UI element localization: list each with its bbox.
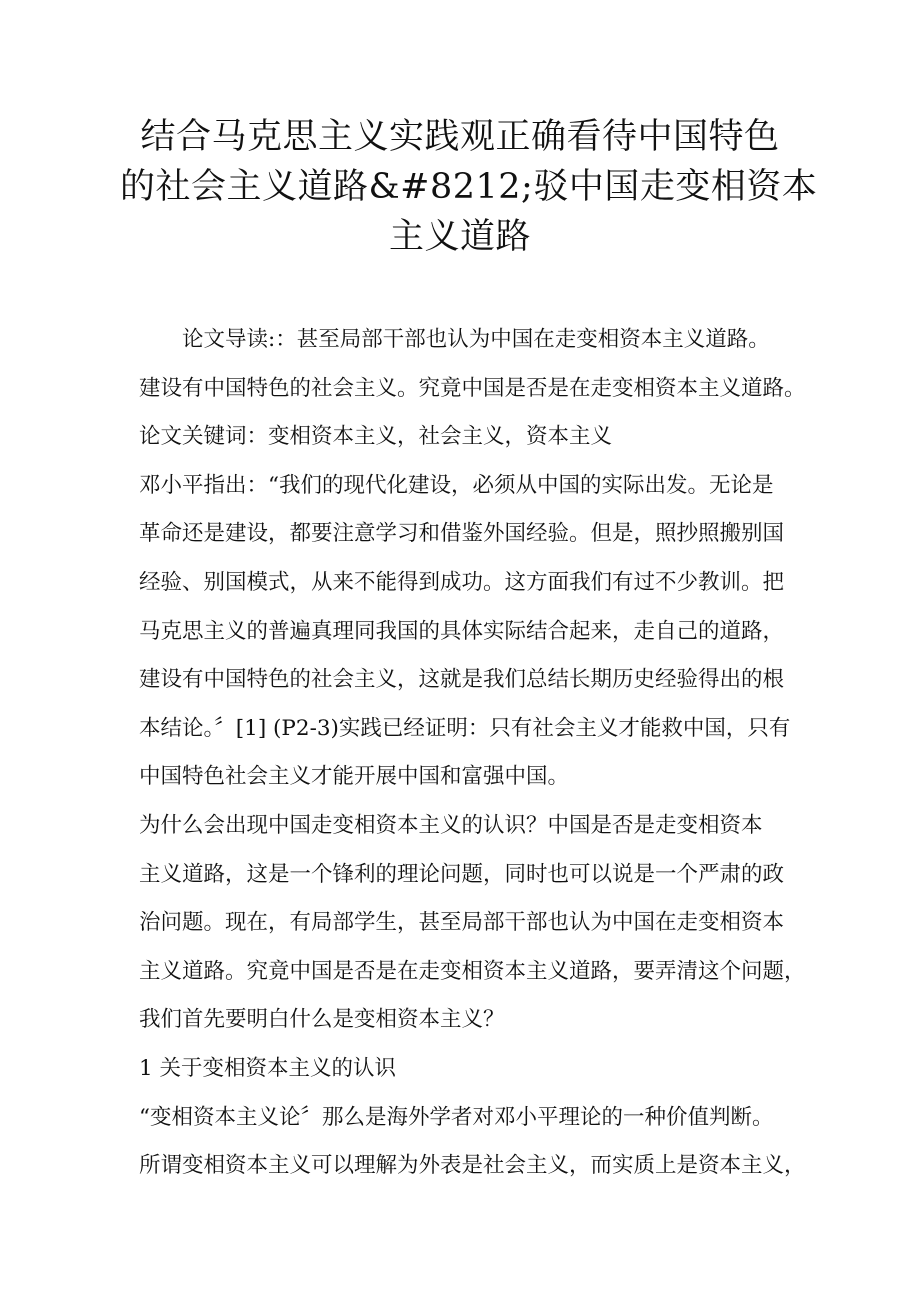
abstract-line: 论文导读:：甚至局部干部也认为中国在走变相资本主义道路。	[182, 327, 770, 352]
title-line-1: 结合马克思主义实践观正确看待中国特色	[140, 117, 780, 157]
paragraph-line: 本结论。〞[1] (P2-3)实践已经证明：只有社会主义才能救中国，只有	[139, 715, 791, 741]
paragraph-line: 治问题。现在，有局部学生，甚至局部干部也认为中国在走变相资本	[139, 910, 785, 936]
paragraph-line: “变相资本主义论〞那么是海外学者对邓小平理论的一种价值判断。	[139, 1104, 774, 1130]
document-title	[120, 112, 818, 262]
title-line-3: 主义道路	[388, 217, 531, 257]
paragraph-line: 邓小平指出：“我们的现代化建设，必须从中国的实际出发。无论是	[139, 472, 774, 498]
document-body	[139, 316, 806, 1191]
paragraph-line: 所谓变相资本主义可以理解为外表是社会主义，而实质上是资本主义，	[139, 1153, 806, 1179]
paragraph-line: 中国特色社会主义才能开展中国和富强中国。	[139, 764, 570, 790]
paragraph-line: 我们首先要明白什么是变相资本主义？	[139, 1007, 505, 1033]
section-heading: 1 关于变相资本主义的认识	[139, 1055, 397, 1081]
paragraph-line: 为什么会出现中国走变相资本主义的认识？中国是否是走变相资本	[139, 812, 763, 838]
paragraph-line: 经验、别国模式，从来不能得到成功。这方面我们有过不少教训。把	[139, 569, 785, 595]
paragraph-line: 革命还是建设，都要注意学习和借鉴外国经验。但是，照抄照搬别国	[139, 521, 785, 547]
abstract-line: 建设有中国特色的社会主义。究竟中国是否是在走变相资本主义道路。	[139, 375, 806, 401]
paragraph-line: 主义道路，这是一个锋利的理论问题，同时也可以说是一个严肃的政	[139, 861, 785, 887]
keywords-line: 论文关键词：变相资本主义，社会主义，资本主义	[139, 424, 613, 450]
paragraph-line: 主义道路。究竟中国是否是在走变相资本主义道路，要弄清这个问题，	[139, 958, 806, 984]
paragraph-line: 建设有中国特色的社会主义，这就是我们总结长期历史经验得出的根	[139, 667, 785, 693]
paragraph-line: 马克思主义的普遍真理同我国的具体实际结合起来，走自己的道路，	[139, 618, 785, 644]
title-line-2: 的社会主义道路&#8212;驳中国走变相资本	[120, 167, 818, 207]
